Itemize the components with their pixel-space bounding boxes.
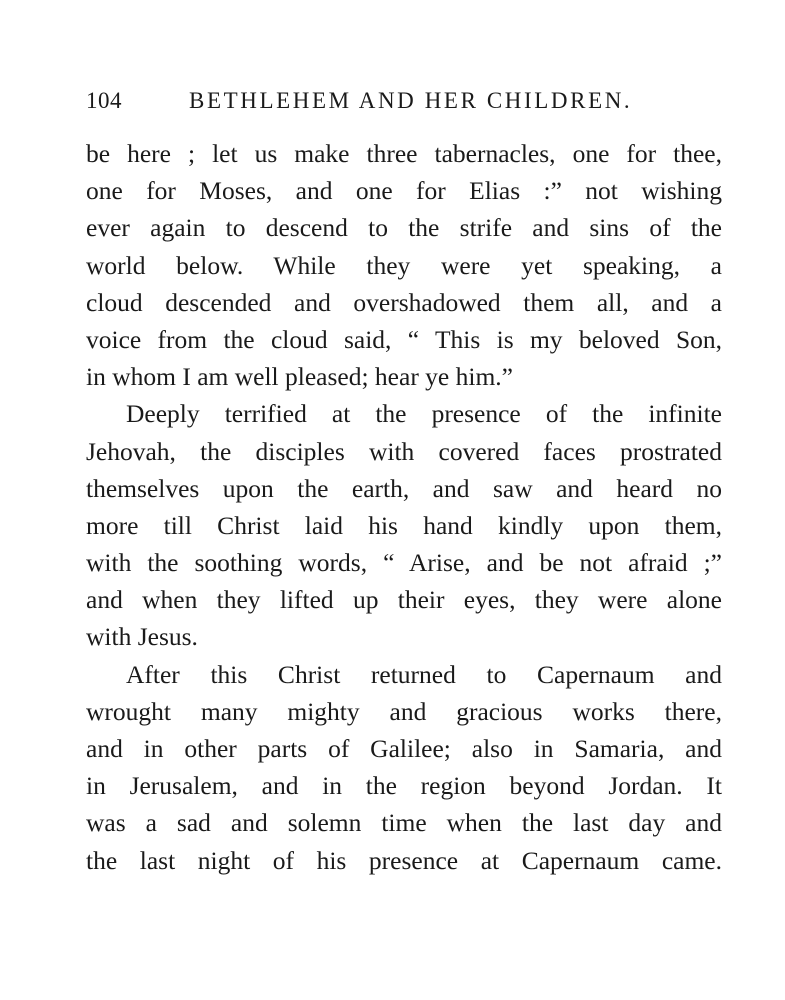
text-line: world below. While they were yet speaking, a xyxy=(86,250,722,280)
text-line: with the soothing words, “ Arise, and be not afraid ;” xyxy=(86,548,722,578)
text-line: more till Christ laid his hand kindly upon them, xyxy=(86,510,722,540)
paragraph xyxy=(86,395,722,655)
text-line: one for Moses, and one for Elias :” not wishing xyxy=(86,176,722,206)
text-line: was a sad and solemn time when the last day and xyxy=(86,808,722,838)
text-line: ever again to descend to the strife and sins of the xyxy=(86,213,722,243)
running-head xyxy=(86,86,726,116)
text-line: and in other parts of Galilee; also in Samaria, and xyxy=(86,734,722,763)
running-title: BETHLEHEM AND HER CHILDREN. xyxy=(189,88,633,113)
text-line: voice from the cloud said, “ This is my beloved Son, xyxy=(86,324,722,354)
text-line: and when they lifted up their eyes, they were alone xyxy=(86,585,722,615)
paragraph xyxy=(86,656,722,879)
paragraph xyxy=(86,135,722,395)
text-line: Jehovah, the disciples with covered faces prostrated xyxy=(86,436,722,466)
text-line: with Jesus. xyxy=(86,622,198,652)
text-line: themselves upon the earth, and saw and heard no xyxy=(86,473,722,503)
text-line: cloud descended and overshadowed them all, and a xyxy=(86,287,722,317)
text-line: Deeply terrified at the presence of the infinite xyxy=(126,399,722,429)
text-line: After this Christ returned to Capernaum and xyxy=(126,659,722,689)
text-line: in Jerusalem, and in the region beyond Jordan. It xyxy=(86,771,722,801)
page-number: 104 xyxy=(86,88,122,113)
text-line: wrought many mighty and gracious works there, xyxy=(86,696,722,726)
body-text xyxy=(86,135,722,879)
text-line: in whom I am well pleased; hear ye him.” xyxy=(86,362,513,392)
text-line: be here ; let us make three tabernacles, one for thee, xyxy=(86,139,722,168)
text-line: the last night of his presence at Capernaum came. xyxy=(86,845,722,875)
